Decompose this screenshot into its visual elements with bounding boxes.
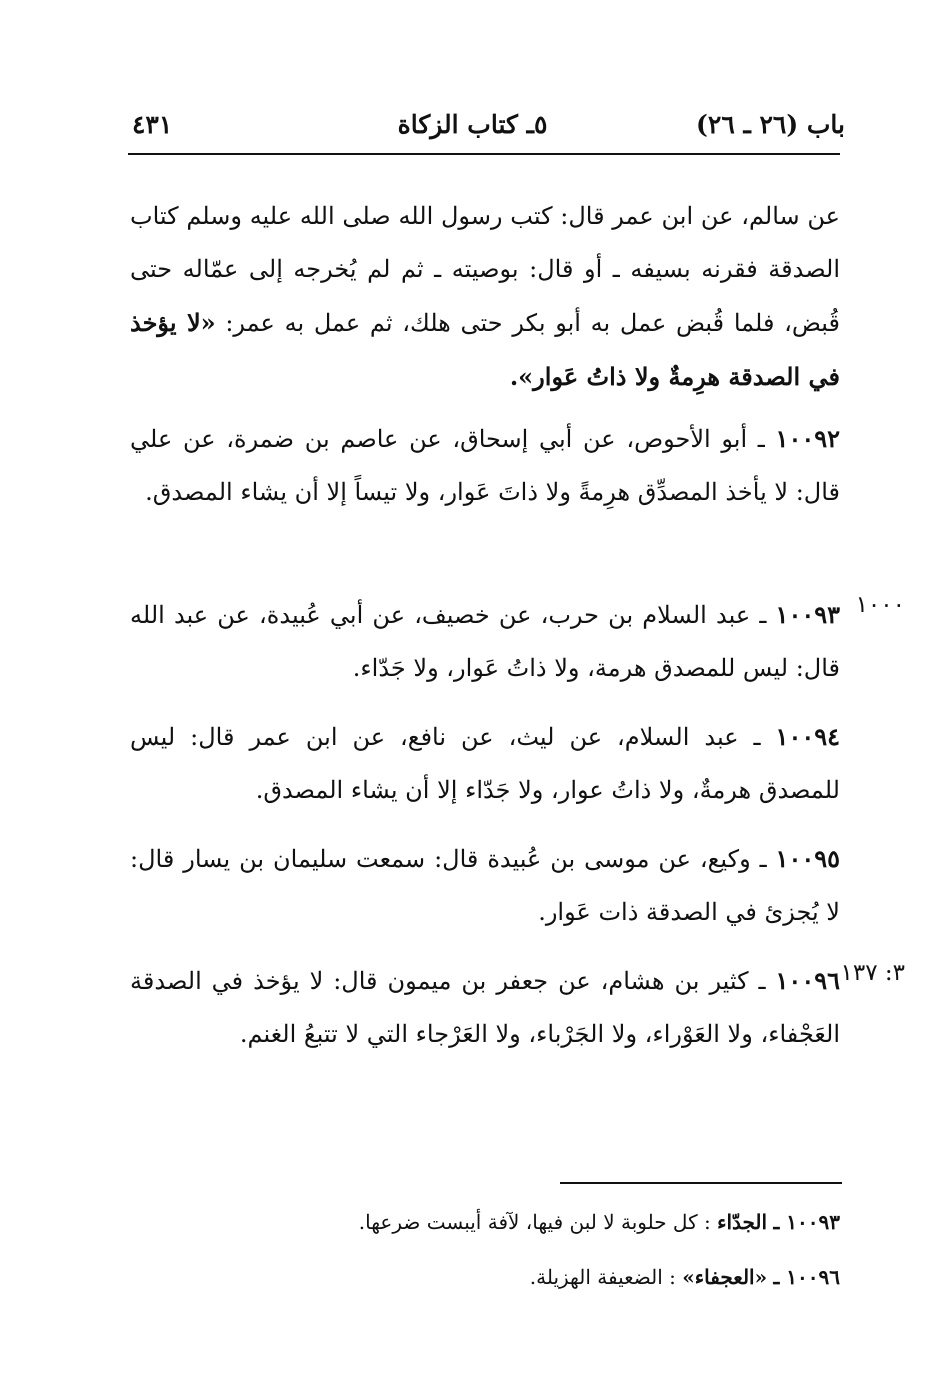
footnote-text: : كل حلوبة لا لبن فيها، لآفة أيبست ضرعها.	[358, 1210, 711, 1234]
margin-reference: ٣: ١٣٧	[840, 960, 905, 986]
hadith-10092	[130, 412, 840, 519]
quoted-saying: «لا يؤخذ في الصدقة هرِمةٌ ولا ذاتُ عَوار».	[130, 308, 840, 391]
paragraph-text: عن سالم، عن ابن عمر قال: كتب رسول الله صلى الله عليه وسلم كتاب الصدقة فقرنه بسيفه ـ أو قال: بوصيته ـ ثم لم يُخرجه إلى عمّاله حتى قُبض، فلما قُبض عمل به أبو بكر حتى هلك، ثم عمل به عمر:	[130, 202, 841, 337]
hadith-10096	[130, 954, 840, 1061]
page-number: ٤٣١	[132, 110, 173, 139]
chapter-heading: باب (٢٦ ـ ٢٦)	[696, 110, 845, 139]
margin-reference: ١٠٠٠	[855, 592, 905, 618]
footnote-term: «العجفاء»	[682, 1265, 768, 1289]
hadith-number: ١٠٠٩٣	[775, 600, 840, 629]
hadith-10095	[130, 832, 840, 939]
hadith-text: ـ عبد السلام، عن ليث، عن نافع، عن ابن عمر قال: ليس للمصدق هرمةٌ، ولا ذاتُ عوار، ولا جَدّاء إلا أن يشاء المصدق.	[130, 723, 840, 804]
header-divider	[128, 153, 840, 155]
footnote-10096	[130, 1262, 840, 1292]
book-title: ٥ـ كتاب الزكاة	[397, 110, 548, 139]
footnote-divider	[560, 1182, 842, 1184]
footnote-term: الجدّاء	[717, 1210, 768, 1234]
hadith-text: ـ وكيع، عن موسى بن عُبيدة قال: سمعت سليمان بن يسار قال: لا يُجزئ في الصدقة ذات عَوار.	[130, 845, 840, 926]
continuation-paragraph	[130, 190, 840, 404]
footnote-text: : الضعيفة الهزيلة.	[529, 1265, 676, 1289]
hadith-10094	[130, 710, 840, 817]
footnote-ref: ١٠٠٩٦ ـ	[773, 1265, 840, 1289]
hadith-number: ١٠٠٩٦	[775, 966, 840, 995]
hadith-number: ١٠٠٩٤	[775, 722, 840, 751]
hadith-text: ـ كثير بن هشام، عن جعفر بن ميمون قال: لا يؤخذ في الصدقة العَجْفاء، ولا العَوْراء، ولا الجَرْباء، ولا العَرْجاء التي لا تتبعُ الغنم.	[130, 967, 840, 1048]
footnote-ref: ١٠٠٩٣ ـ	[773, 1210, 840, 1234]
hadith-number: ١٠٠٩٥	[775, 844, 840, 873]
hadith-text: ـ عبد السلام بن حرب، عن خصيف، عن أبي عُبيدة، عن عبد الله قال: ليس للمصدق هرمة، ولا ذاتُ عَوار، ولا جَدّاء.	[130, 601, 840, 682]
hadith-10093	[130, 588, 840, 695]
hadith-text: ـ أبو الأحوص، عن أبي إسحاق، عن عاصم بن ضمرة، عن علي قال: لا يأخذ المصدِّق هرِمةً ولا ذاتَ عَوار، ولا تيساً إلا أن يشاء المصدق.	[130, 425, 840, 506]
hadith-number: ١٠٠٩٢	[775, 424, 840, 453]
footnote-10093	[130, 1207, 840, 1237]
